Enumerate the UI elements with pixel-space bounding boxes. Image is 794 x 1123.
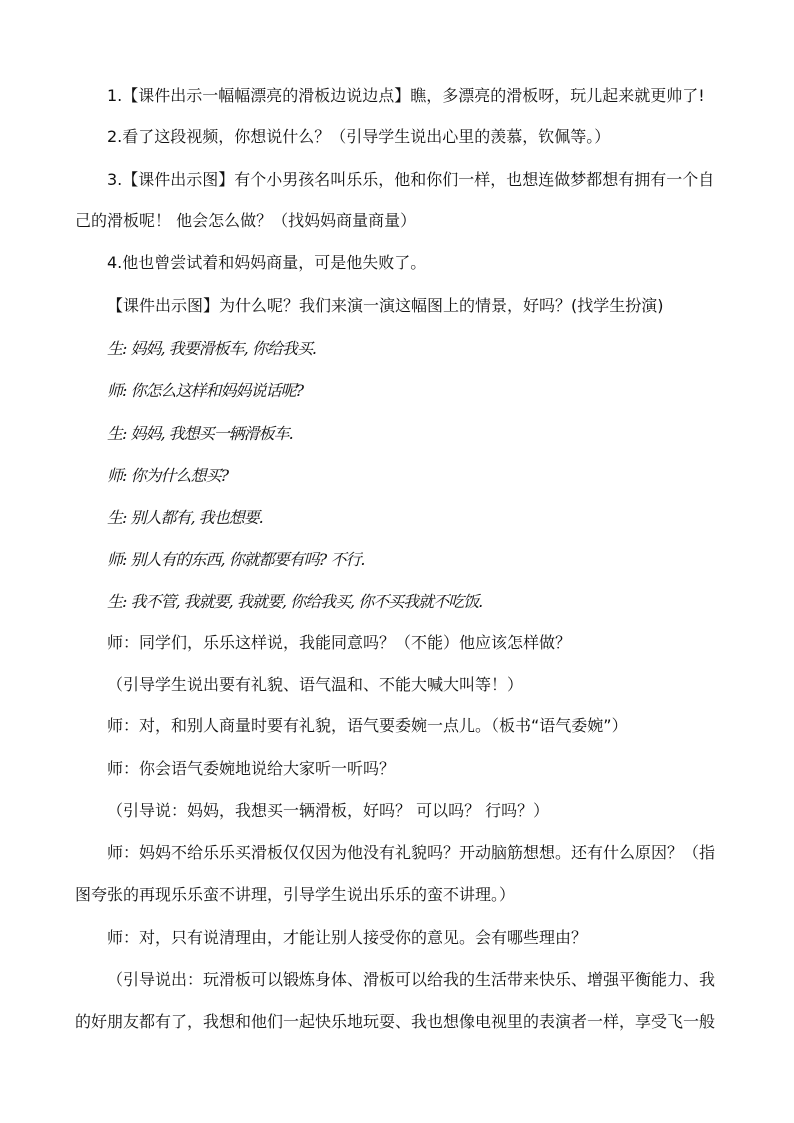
paragraph-10: （引导说：妈妈，我想买一辆滑板，好吗？ 可以吗？ 行吗？） [107,801,550,820]
paragraph-11-line-1: 师：妈妈不给乐乐买滑板仅仅因为他没有礼貌吗？开动脑筋想想。还有什么原因？（指 [107,843,716,862]
dialogue-line-6: 师: 别人有的东西, 你就都要有吗? 不行. [107,550,365,569]
paragraph-2: 2.看了这段视频，你想说什么？（引导学生说出心里的羡慕，钦佩等。） [107,127,611,146]
dialogue-line-3: 生: 妈妈, 我想买一辆滑板车. [107,424,293,443]
paragraph-4: 4.他也曾尝试着和妈妈商量，可是他失败了。 [107,253,427,272]
dialogue-line-7: 生: 我不管, 我就要, 我就要, 你给我买, 你不买我就不吃饭. [107,592,483,611]
dialogue-line-5: 生: 别人都有, 我也想要. [107,508,263,527]
paragraph-13-line-2: 的好朋友都有了，我想和他们一起快乐地玩耍、我也想像电视里的表演者一样，享受飞一般 [75,1012,716,1031]
dialogue-line-1: 生: 妈妈, 我要滑板车, 你给我买. [107,339,316,358]
paragraph-12: 师：对，只有说清理由，才能让别人接受你的意见。会有哪些理由？ [107,928,588,947]
paragraph-7: （引导学生说出要有礼貌、语气温和、不能大喊大叫等！） [107,675,524,694]
paragraph-11-line-2: 图夸张的再现乐乐蛮不讲理，引导学生说出乐乐的蛮不讲理。） [75,885,516,904]
paragraph-1: 1.【课件出示一幅幅漂亮的滑板边说边点】瞧，多漂亮的滑板呀，玩儿起来就更帅了! [107,86,705,105]
paragraph-9: 师：你会语气委婉地说给大家听一听吗？ [107,759,396,778]
paragraph-6: 师：同学们，乐乐这样说，我能同意吗？（不能）他应该怎样做？ [107,633,572,652]
paragraph-3-line-1: 3.【课件出示图】有个小男孩名叫乐乐，他和你们一样，也想连做梦都想有拥有一个自 [107,170,715,189]
dialogue-line-4: 师: 你为什么想买? [107,466,229,485]
paragraph-13-line-1: （引导说出：玩滑板可以锻炼身体、滑板可以给我的生活带来快乐、增强平衡能力、我 [107,970,716,989]
paragraph-8: 师：对，和别人商量时要有礼貌，语气要委婉一点儿。（板书“语气委婉”） [107,716,628,735]
paragraph-3-line-2: 己的滑板呢！ 他会怎么做？（找妈妈商量商量） [75,211,417,230]
paragraph-5: 【课件出示图】为什么呢？我们来演一演这幅图上的情景，好吗？(找学生扮演) [107,296,664,315]
dialogue-line-2: 师: 你怎么这样和妈妈说话呢? [107,381,304,400]
